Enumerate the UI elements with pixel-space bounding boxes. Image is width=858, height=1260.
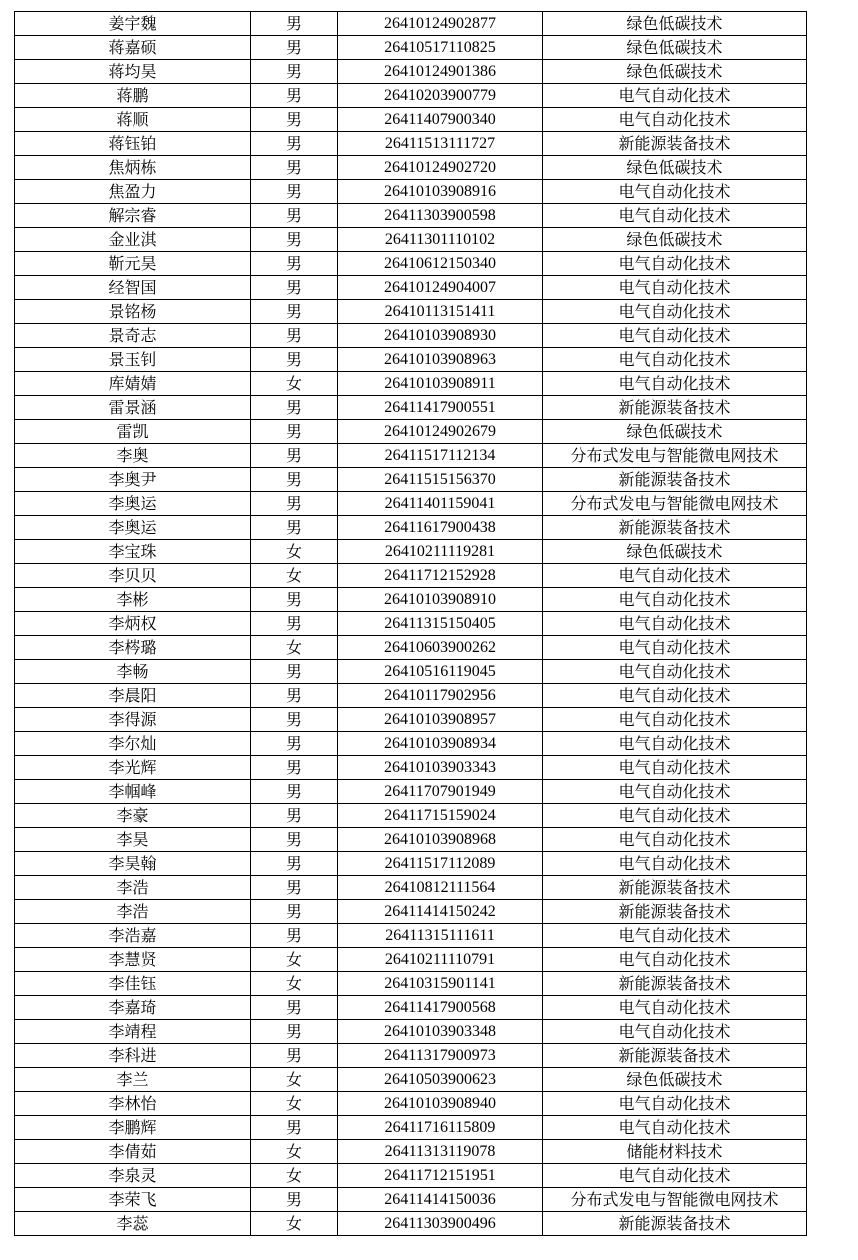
name-cell: 李得源: [15, 708, 251, 732]
roster-body: [15, 12, 807, 1236]
exam-id-cell: 26410103908934: [338, 732, 543, 756]
name-cell: 李鹏辉: [15, 1116, 251, 1140]
exam-id-cell: 26410103908910: [338, 588, 543, 612]
gender-cell: 女: [251, 1164, 338, 1188]
table-row: [15, 996, 807, 1020]
table-row: [15, 540, 807, 564]
exam-id-cell: 26411417900551: [338, 396, 543, 420]
table-row: [15, 252, 807, 276]
name-cell: 李奥尹: [15, 468, 251, 492]
major-cell: 电气自动化技术: [543, 84, 807, 108]
gender-cell: 男: [251, 804, 338, 828]
name-cell: 焦炳栋: [15, 156, 251, 180]
major-cell: 绿色低碳技术: [543, 36, 807, 60]
gender-cell: 男: [251, 492, 338, 516]
name-cell: 李光辉: [15, 756, 251, 780]
major-cell: 电气自动化技术: [543, 252, 807, 276]
table-row: [15, 348, 807, 372]
name-cell: 李倩茹: [15, 1140, 251, 1164]
name-cell: 李豪: [15, 804, 251, 828]
major-cell: 电气自动化技术: [543, 636, 807, 660]
gender-cell: 女: [251, 1092, 338, 1116]
major-cell: 电气自动化技术: [543, 1092, 807, 1116]
gender-cell: 男: [251, 132, 338, 156]
exam-id-cell: 26410124902877: [338, 12, 543, 36]
table-row: [15, 1140, 807, 1164]
gender-cell: 男: [251, 924, 338, 948]
major-cell: 电气自动化技术: [543, 564, 807, 588]
gender-cell: 男: [251, 708, 338, 732]
major-cell: 电气自动化技术: [543, 948, 807, 972]
name-cell: 姜宇魏: [15, 12, 251, 36]
exam-id-cell: 26411517112134: [338, 444, 543, 468]
name-cell: 蒋嘉硕: [15, 36, 251, 60]
table-row: [15, 852, 807, 876]
table-row: [15, 132, 807, 156]
name-cell: 景铭杨: [15, 300, 251, 324]
exam-id-cell: 26410103908911: [338, 372, 543, 396]
major-cell: 电气自动化技术: [543, 372, 807, 396]
table-row: [15, 60, 807, 84]
name-cell: 李科进: [15, 1044, 251, 1068]
major-cell: 电气自动化技术: [543, 732, 807, 756]
gender-cell: 男: [251, 1116, 338, 1140]
name-cell: 雷景涵: [15, 396, 251, 420]
gender-cell: 男: [251, 396, 338, 420]
name-cell: 李靖程: [15, 1020, 251, 1044]
major-cell: 绿色低碳技术: [543, 1068, 807, 1092]
gender-cell: 男: [251, 900, 338, 924]
gender-cell: 男: [251, 228, 338, 252]
major-cell: 新能源装备技术: [543, 468, 807, 492]
major-cell: 电气自动化技术: [543, 324, 807, 348]
table-row: [15, 780, 807, 804]
table-row: [15, 420, 807, 444]
gender-cell: 男: [251, 660, 338, 684]
table-row: [15, 828, 807, 852]
major-cell: 新能源装备技术: [543, 876, 807, 900]
major-cell: 新能源装备技术: [543, 396, 807, 420]
major-cell: 新能源装备技术: [543, 516, 807, 540]
major-cell: 电气自动化技术: [543, 588, 807, 612]
table-row: [15, 804, 807, 828]
table-row: [15, 756, 807, 780]
exam-id-cell: 26410124902720: [338, 156, 543, 180]
major-cell: 绿色低碳技术: [543, 156, 807, 180]
major-cell: 电气自动化技术: [543, 756, 807, 780]
gender-cell: 男: [251, 756, 338, 780]
major-cell: 电气自动化技术: [543, 348, 807, 372]
exam-id-cell: 26411407900340: [338, 108, 543, 132]
gender-cell: 女: [251, 564, 338, 588]
name-cell: 李奥运: [15, 516, 251, 540]
gender-cell: 男: [251, 852, 338, 876]
gender-cell: 男: [251, 1020, 338, 1044]
gender-cell: 女: [251, 636, 338, 660]
exam-id-cell: 26411317900973: [338, 1044, 543, 1068]
name-cell: 李昊翰: [15, 852, 251, 876]
name-cell: 李蕊: [15, 1212, 251, 1236]
exam-id-cell: 26410503900623: [338, 1068, 543, 1092]
exam-id-cell: 26411707901949: [338, 780, 543, 804]
exam-id-cell: 26411401159041: [338, 492, 543, 516]
major-cell: 新能源装备技术: [543, 1044, 807, 1068]
table-row: [15, 396, 807, 420]
exam-id-cell: 26410103903343: [338, 756, 543, 780]
table-row: [15, 372, 807, 396]
name-cell: 李畅: [15, 660, 251, 684]
exam-id-cell: 26411301110102: [338, 228, 543, 252]
table-row: [15, 972, 807, 996]
table-row: [15, 564, 807, 588]
name-cell: 蒋顺: [15, 108, 251, 132]
exam-id-cell: 26410103908940: [338, 1092, 543, 1116]
gender-cell: 女: [251, 540, 338, 564]
table-row: [15, 924, 807, 948]
gender-cell: 男: [251, 84, 338, 108]
exam-id-cell: 26411414150242: [338, 900, 543, 924]
gender-cell: 男: [251, 612, 338, 636]
table-row: [15, 1092, 807, 1116]
name-cell: 蒋钰铂: [15, 132, 251, 156]
gender-cell: 男: [251, 876, 338, 900]
gender-cell: 男: [251, 828, 338, 852]
exam-id-cell: 26411515156370: [338, 468, 543, 492]
major-cell: 电气自动化技术: [543, 804, 807, 828]
exam-id-cell: 26410211110791: [338, 948, 543, 972]
table-row: [15, 468, 807, 492]
exam-id-cell: 26411303900496: [338, 1212, 543, 1236]
table-row: [15, 84, 807, 108]
gender-cell: 男: [251, 276, 338, 300]
exam-id-cell: 26410812111564: [338, 876, 543, 900]
major-cell: 绿色低碳技术: [543, 420, 807, 444]
gender-cell: 男: [251, 516, 338, 540]
gender-cell: 男: [251, 12, 338, 36]
major-cell: 新能源装备技术: [543, 1212, 807, 1236]
name-cell: 李帼峰: [15, 780, 251, 804]
table-row: [15, 36, 807, 60]
exam-id-cell: 26411513111727: [338, 132, 543, 156]
student-roster-table: [14, 11, 807, 1236]
gender-cell: 男: [251, 420, 338, 444]
gender-cell: 女: [251, 1212, 338, 1236]
table-row: [15, 324, 807, 348]
major-cell: 新能源装备技术: [543, 132, 807, 156]
table-row: [15, 228, 807, 252]
exam-id-cell: 26410612150340: [338, 252, 543, 276]
name-cell: 景奇志: [15, 324, 251, 348]
name-cell: 库婧婧: [15, 372, 251, 396]
major-cell: 电气自动化技术: [543, 612, 807, 636]
name-cell: 李奥运: [15, 492, 251, 516]
gender-cell: 男: [251, 780, 338, 804]
name-cell: 李宝珠: [15, 540, 251, 564]
table-row: [15, 1164, 807, 1188]
exam-id-cell: 26410103908916: [338, 180, 543, 204]
table-row: [15, 1212, 807, 1236]
gender-cell: 男: [251, 996, 338, 1020]
major-cell: 绿色低碳技术: [543, 540, 807, 564]
table-row: [15, 516, 807, 540]
table-row: [15, 684, 807, 708]
table-row: [15, 300, 807, 324]
name-cell: 蒋均昊: [15, 60, 251, 84]
table-row: [15, 876, 807, 900]
name-cell: 李彬: [15, 588, 251, 612]
exam-id-cell: 26410103908968: [338, 828, 543, 852]
major-cell: 电气自动化技术: [543, 684, 807, 708]
name-cell: 李慧贤: [15, 948, 251, 972]
exam-id-cell: 26410211119281: [338, 540, 543, 564]
table-row: [15, 1116, 807, 1140]
major-cell: 电气自动化技术: [543, 780, 807, 804]
major-cell: 电气自动化技术: [543, 1164, 807, 1188]
exam-id-cell: 26410103908930: [338, 324, 543, 348]
table-row: [15, 660, 807, 684]
major-cell: 电气自动化技术: [543, 852, 807, 876]
name-cell: 李尔灿: [15, 732, 251, 756]
name-cell: 李佳钰: [15, 972, 251, 996]
table-row: [15, 732, 807, 756]
name-cell: 李炳权: [15, 612, 251, 636]
name-cell: 李晨阳: [15, 684, 251, 708]
table-row: [15, 948, 807, 972]
major-cell: 新能源装备技术: [543, 900, 807, 924]
exam-id-cell: 26411315150405: [338, 612, 543, 636]
name-cell: 蒋鹏: [15, 84, 251, 108]
exam-id-cell: 26411315111611: [338, 924, 543, 948]
table-row: [15, 900, 807, 924]
gender-cell: 男: [251, 300, 338, 324]
table-row: [15, 636, 807, 660]
gender-cell: 女: [251, 948, 338, 972]
gender-cell: 男: [251, 444, 338, 468]
major-cell: 分布式发电与智能微电网技术: [543, 1188, 807, 1212]
gender-cell: 男: [251, 684, 338, 708]
table-row: [15, 492, 807, 516]
exam-id-cell: 26410103903348: [338, 1020, 543, 1044]
major-cell: 电气自动化技术: [543, 708, 807, 732]
major-cell: 电气自动化技术: [543, 276, 807, 300]
gender-cell: 男: [251, 60, 338, 84]
gender-cell: 男: [251, 1188, 338, 1212]
name-cell: 李奥: [15, 444, 251, 468]
exam-id-cell: 26410603900262: [338, 636, 543, 660]
exam-id-cell: 26411417900568: [338, 996, 543, 1020]
major-cell: 分布式发电与智能微电网技术: [543, 444, 807, 468]
name-cell: 李浩: [15, 876, 251, 900]
name-cell: 金业淇: [15, 228, 251, 252]
gender-cell: 男: [251, 156, 338, 180]
table-row: [15, 1044, 807, 1068]
exam-id-cell: 26410117902956: [338, 684, 543, 708]
exam-id-cell: 26411715159024: [338, 804, 543, 828]
table-row: [15, 12, 807, 36]
major-cell: 新能源装备技术: [543, 972, 807, 996]
major-cell: 电气自动化技术: [543, 1020, 807, 1044]
name-cell: 解宗睿: [15, 204, 251, 228]
gender-cell: 男: [251, 468, 338, 492]
exam-id-cell: 26411303900598: [338, 204, 543, 228]
major-cell: 绿色低碳技术: [543, 228, 807, 252]
major-cell: 电气自动化技术: [543, 180, 807, 204]
exam-id-cell: 26411712151951: [338, 1164, 543, 1188]
name-cell: 李兰: [15, 1068, 251, 1092]
gender-cell: 男: [251, 1044, 338, 1068]
exam-id-cell: 26410516119045: [338, 660, 543, 684]
exam-id-cell: 26411517112089: [338, 852, 543, 876]
exam-id-cell: 26410103908957: [338, 708, 543, 732]
major-cell: 电气自动化技术: [543, 924, 807, 948]
major-cell: 电气自动化技术: [543, 828, 807, 852]
name-cell: 李林怡: [15, 1092, 251, 1116]
table-row: [15, 588, 807, 612]
table-row: [15, 1068, 807, 1092]
name-cell: 李浩: [15, 900, 251, 924]
name-cell: 雷凯: [15, 420, 251, 444]
major-cell: 电气自动化技术: [543, 204, 807, 228]
major-cell: 电气自动化技术: [543, 108, 807, 132]
gender-cell: 女: [251, 972, 338, 996]
gender-cell: 男: [251, 180, 338, 204]
table-row: [15, 1188, 807, 1212]
gender-cell: 男: [251, 348, 338, 372]
name-cell: 焦盈力: [15, 180, 251, 204]
major-cell: 电气自动化技术: [543, 660, 807, 684]
name-cell: 李嘉琦: [15, 996, 251, 1020]
name-cell: 李贝贝: [15, 564, 251, 588]
table-row: [15, 276, 807, 300]
exam-id-cell: 26411716115809: [338, 1116, 543, 1140]
name-cell: 靳元昊: [15, 252, 251, 276]
major-cell: 电气自动化技术: [543, 996, 807, 1020]
gender-cell: 男: [251, 108, 338, 132]
gender-cell: 男: [251, 204, 338, 228]
name-cell: 李浩嘉: [15, 924, 251, 948]
exam-id-cell: 26410124902679: [338, 420, 543, 444]
exam-id-cell: 26410113151411: [338, 300, 543, 324]
major-cell: 电气自动化技术: [543, 1116, 807, 1140]
exam-id-cell: 26410124901386: [338, 60, 543, 84]
exam-id-cell: 26410315901141: [338, 972, 543, 996]
gender-cell: 女: [251, 1140, 338, 1164]
table-row: [15, 156, 807, 180]
table-row: [15, 1020, 807, 1044]
table-row: [15, 180, 807, 204]
exam-id-cell: 26411313119078: [338, 1140, 543, 1164]
gender-cell: 男: [251, 732, 338, 756]
exam-id-cell: 26411617900438: [338, 516, 543, 540]
gender-cell: 男: [251, 36, 338, 60]
name-cell: 李泉灵: [15, 1164, 251, 1188]
gender-cell: 女: [251, 1068, 338, 1092]
exam-id-cell: 26410124904007: [338, 276, 543, 300]
name-cell: 李昊: [15, 828, 251, 852]
table-row: [15, 444, 807, 468]
major-cell: 储能材料技术: [543, 1140, 807, 1164]
name-cell: 李梣璐: [15, 636, 251, 660]
table-row: [15, 108, 807, 132]
table-row: [15, 204, 807, 228]
exam-id-cell: 26411414150036: [338, 1188, 543, 1212]
major-cell: 电气自动化技术: [543, 300, 807, 324]
gender-cell: 男: [251, 588, 338, 612]
table-row: [15, 612, 807, 636]
exam-id-cell: 26410103908963: [338, 348, 543, 372]
major-cell: 绿色低碳技术: [543, 12, 807, 36]
major-cell: 分布式发电与智能微电网技术: [543, 492, 807, 516]
name-cell: 李荣飞: [15, 1188, 251, 1212]
exam-id-cell: 26411712152928: [338, 564, 543, 588]
gender-cell: 男: [251, 324, 338, 348]
name-cell: 经智国: [15, 276, 251, 300]
gender-cell: 女: [251, 372, 338, 396]
exam-id-cell: 26410517110825: [338, 36, 543, 60]
name-cell: 景玉钊: [15, 348, 251, 372]
exam-id-cell: 26410203900779: [338, 84, 543, 108]
gender-cell: 男: [251, 252, 338, 276]
table-row: [15, 708, 807, 732]
major-cell: 绿色低碳技术: [543, 60, 807, 84]
